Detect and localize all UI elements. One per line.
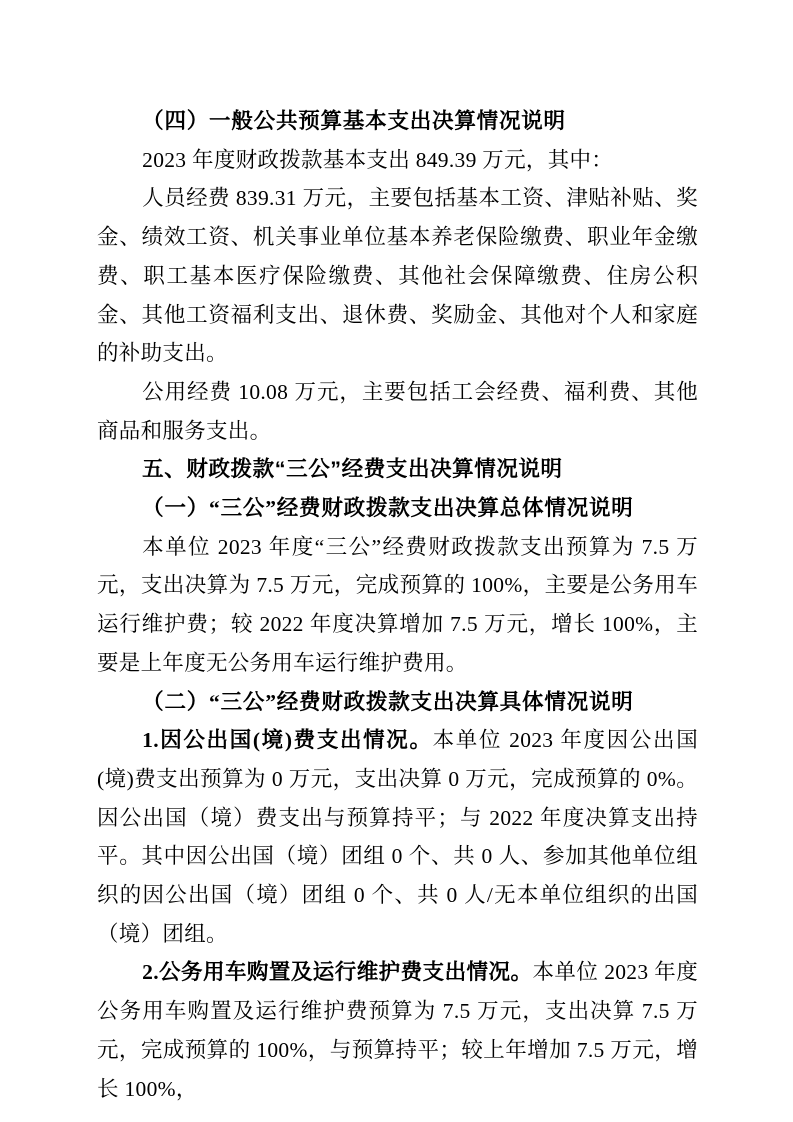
para-public-funds: 公用经费 10.08 万元，主要包括工会经费、福利费、其他商品和服务支出。 [97, 379, 698, 443]
para-basic-expenditure-total: 2023 年度财政拨款基本支出 849.39 万元，其中： [142, 147, 614, 172]
heading-section-4-basic-expenditure: （四）一般公共预算基本支出决算情况说明 [142, 109, 566, 133]
para-overseas-trips [97, 721, 698, 953]
para-official-vehicles-lead: 2.公务用车购置及运行维护费支出情况。 [142, 960, 533, 985]
heading-subsection-2-specific: （二）“三公”经费财政拨款支出决算具体情况说明 [142, 689, 634, 714]
para-overseas-trips-text: 本单位 2023 年度因公出国(境)费支出预算为 0 万元，支出决算 0 万元，完成预算的 0%。因公出国（境）费支出与预算持平；与 2022 年度决算支出持平。其中因公出国（境）团组 0 个、共 0 人、参加其他单位组织的因公出国（境）团组 0 个、共 0 人/无本单位组织的出国（境）团组。 [97, 728, 698, 946]
para-three-public-overall: 本单位 2023 年度“三公”经费财政拨款支出预算为 7.5 万元，支出决算为 7.5 万元，完成预算的 100%，主要是公务用车运行维护费；较 2022 年度决算增加 7.5 万元，增长 100%，主要是上年度无公务用车运行维护费用。 [97, 534, 698, 675]
document-body [97, 102, 698, 1108]
para-official-vehicles-text: 本单位 2023 年度公务用车购置及运行维护费预算为 7.5 万元，支出决算 7.5 万元，完成预算的 100%，与预算持平；较上年增加 7.5 万元，增长 100%， [97, 960, 698, 1101]
heading-subsection-1-overall: （一）“三公”经费财政拨款支出决算总体情况说明 [142, 496, 634, 521]
para-personnel-funds: 人员经费 839.31 万元，主要包括基本工资、津贴补贴、奖金、绩效工资、机关事业单位基本养老保险缴费、职业年金缴费、职工基本医疗保险缴费、其他社会保障缴费、住房公积金、其他工资福利支出、退休费、奖励金、其他对个人和家庭的补助支出。 [97, 186, 698, 366]
heading-section-5-three-public-funds: 五、财政拨款“三公”经费支出决算情况说明 [142, 457, 563, 482]
para-overseas-trips-lead: 1.因公出国(境)费支出情况。 [142, 728, 433, 753]
para-official-vehicles [97, 953, 698, 1108]
